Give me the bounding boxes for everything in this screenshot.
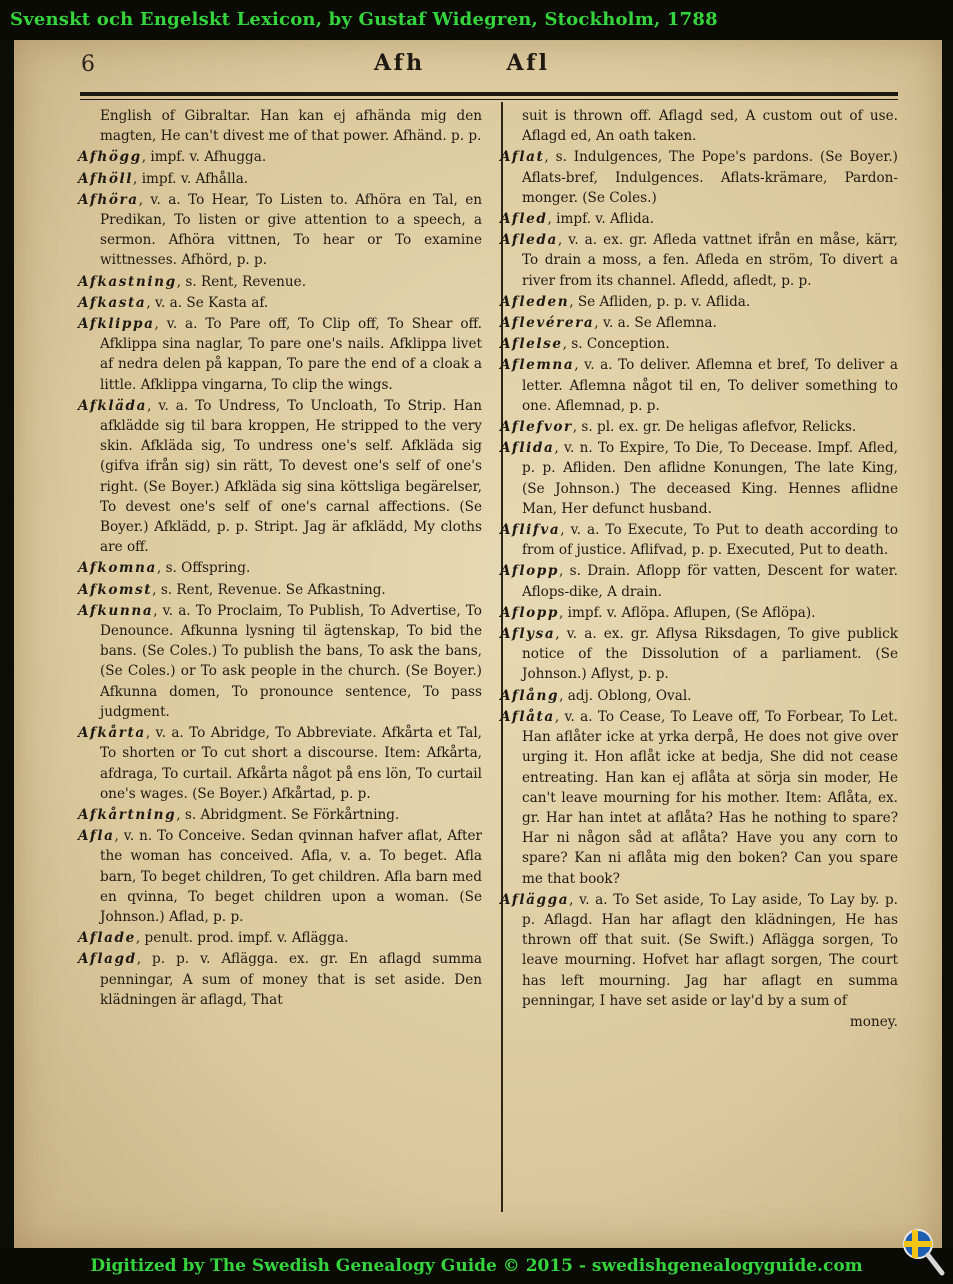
- dictionary-entry: Aflelse, s. Conception.: [500, 336, 670, 353]
- header-rule-thin: [80, 99, 898, 100]
- dictionary-entry: Afleden, Se Afliden, p. p. v. Aflida.: [500, 293, 751, 310]
- page-number: 6: [81, 52, 95, 77]
- dictionary-entry: Afhöra, v. a. To Hear, To Listen to. Afhöra en Tal, en Predikan, To listen or give attention to a speech, a sermon. Afhöra vittnen, To hear or To examine wittnesses. Afhörd, p. p.: [78, 191, 482, 269]
- headword: Afkunna: [78, 602, 154, 619]
- headword: Aflelse: [500, 336, 563, 353]
- headword: Afkårtning: [78, 806, 177, 823]
- dictionary-entry: Afkasta, v. a. Se Kasta af.: [78, 294, 269, 311]
- dictionary-entry: Afla, v. n. To Conceive. Sedan qvinnan hafver aflat, After the woman has conceived. Afla, v. a. To beget. Afla barn, To beget children, To get children. Afla barn med en qvinna, To beget children upon a woman. (Se Johnson.) Aflad, p. p.: [78, 828, 482, 925]
- dictionary-entry: Aflagd, p. p. v. Aflägga. ex. gr. En aflagd summa penningar, A sum of money that is set aside. Den klädningen är aflagd, That: [78, 951, 482, 1008]
- dictionary-entry: Aflevérera, v. a. Se Aflemna.: [500, 315, 717, 332]
- dictionary-entry: Aflång, adj. Oblong, Oval.: [500, 687, 692, 704]
- headword: Afled: [500, 211, 548, 228]
- headword: Afklippa: [78, 316, 155, 333]
- header-rule: [80, 92, 898, 96]
- dictionary-entry: Aflemna, v. a. To deliver. Aflemna et bref, To deliver a letter. Aflemna något til en, To deliver something to one. Aflemnad, p. p.: [500, 357, 898, 414]
- dictionary-entry: Afhöll, impf. v. Afhålla.: [78, 170, 249, 187]
- dictionary-entry: Afkläda, v. a. To Undress, To Uncloath, To Strip. Han afklädde sig til bara kroppen, He stripped to the very skin. Afkläda sig, To undress one's self. Afkläda sig (gifva ifrån sig) sin rätt, To devest one's self of one's right. (Se Boyer.) Afkläda sig sina köttsliga begärelser, To devest one's self of one's carnal affections. (Se Boyer.) Afklädd, p. p. Stript. Jag är afklädd, My cloths are off.: [78, 397, 482, 556]
- dictionary-entry: Aflifva, v. a. To Execute, To Put to death according to from of justice. Aflifvad, p. p. Executed, Put to death.: [500, 522, 898, 559]
- headword: Afkasta: [78, 294, 147, 311]
- running-head-left: Afh: [374, 50, 426, 76]
- headword: Afhöra: [78, 191, 139, 208]
- headword: Aflång: [500, 687, 560, 704]
- dictionary-entry: Afkunna, v. a. To Proclaim, To Publish, To Advertise, To Denounce. Afkunna lysning til ägtenskap, To bid the bans. (Se Coles.) To publish the bans, To ask the bans, (Se Coles.) or To ask people in the church. (Se Boyer.) Afkunna domen, To pronounce sentence, To pass judgment.: [78, 602, 482, 720]
- digitized-by-banner: Digitized by The Swedish Genealogy Guide © 2015 - swedishgenealogyguide.com: [0, 1248, 953, 1284]
- dictionary-entry: Afkårta, v. a. To Abridge, To Abbreviate. Afkårta et Tal, To shorten or To cut short a discourse. Item: Afkårta, afdraga, To curtail. Afkårta något på ens lön, To curtail one's wages. (Se Boyer.) Afkårtad, p. p.: [78, 725, 482, 802]
- dictionary-entry: Aflat, s. Indulgences, The Pope's pardons. (Se Boyer.) Aflats-bref, Indulgences. Aflats-krämare, Pardon-monger. (Se Coles.): [500, 149, 898, 206]
- headword: Aflysa: [500, 626, 556, 643]
- headword: Aflade: [78, 930, 136, 947]
- headword: Aflat: [500, 149, 545, 166]
- dictionary-page: [14, 40, 942, 1248]
- dictionary-entry: Afhögg, impf. v. Afhugga.: [78, 149, 267, 166]
- headword: Aflopp: [500, 604, 559, 621]
- dictionary-entry: Afleda, v. a. ex. gr. Afleda vattnet ifrån en måse, kärr, To drain a moss, a fen. Afleda en ström, To divert a river from its channel. Afledd, afledt, p. p.: [500, 232, 898, 289]
- headword: Aflåta: [500, 708, 555, 725]
- dictionary-entry: Afled, impf. v. Aflida.: [500, 211, 655, 228]
- headword: Aflefvor: [500, 419, 573, 436]
- right-column: [500, 106, 898, 1033]
- headword: Aflemna: [500, 357, 575, 374]
- entry-continuation: English of Gibraltar. Han kan ej afhända mig den magten, He can't divest me of that power. Afhänd. p. p.: [100, 108, 482, 145]
- dictionary-entry: Aflefvor, s. pl. ex. gr. De heligas aflefvor, Relicks.: [500, 419, 857, 436]
- headword: Aflida: [500, 440, 555, 457]
- left-column: [78, 106, 482, 1011]
- dictionary-entry: Aflopp, impf. v. Aflöpa. Aflupen, (Se Aflöpa).: [500, 604, 816, 621]
- headword: Aflägga: [500, 891, 570, 908]
- dictionary-entry: Afkastning, s. Rent, Revenue.: [78, 273, 307, 290]
- headword: Afkårta: [78, 725, 146, 742]
- dictionary-entry: Aflade, penult. prod. impf. v. Aflägga.: [78, 930, 349, 947]
- dictionary-entry: Aflåta, v. a. To Cease, To Leave off, To Forbear, To Let. Han aflåter icke at yrka derpå, He does not give over urging it. Hon aflåt icke at bedja, She did not cease entreating. Han kan ej aflåta at sörja sin moder, He can't leave mourning for his mother. Item: Aflåta, ex. gr. Har han intet at aflåta? Has he nothing to spare? Har ni någon såd at aflåta? Have you any corn to spare? Kan ni aflåta mig den boken? Can you spare me that book?: [500, 708, 898, 887]
- headword: Afhöll: [78, 170, 134, 187]
- dictionary-entry: Afkomst, s. Rent, Revenue. Se Afkastning.: [78, 581, 386, 598]
- swedish-flag-magnifier-icon[interactable]: [900, 1226, 946, 1278]
- running-head: [374, 50, 550, 76]
- headword: Aflifva: [500, 522, 561, 539]
- headword: Aflevérera: [500, 315, 595, 332]
- dictionary-entry: Afklippa, v. a. To Pare off, To Clip off, To Shear off. Afklippa sina naglar, To pare one's nails. Afklippa livet af nedra delen på kappan, To pare the end of a cloak a little. Afklippa vingarna, To clip the wings.: [78, 316, 482, 393]
- headword: Aflagd: [78, 951, 137, 968]
- headword: Afkomst: [78, 581, 153, 598]
- source-title-banner: Svenskt och Engelskt Lexicon, by Gustaf Widegren, Stockholm, 1788: [0, 0, 953, 40]
- dictionary-entry: Aflida, v. n. To Expire, To Die, To Decease. Impf. Afled, p. p. Afliden. Den aflidne Konungen, The late King, (Se Johnson.) The deceased King. Hennes aflidne Man, Her defunct husband.: [500, 440, 898, 517]
- entry-continuation: suit is thrown off. Aflagd sed, A custom out of use. Aflagd ed, An oath taken.: [522, 108, 898, 145]
- headword: Afleda: [500, 232, 558, 249]
- headword: Afkastning: [78, 273, 177, 290]
- headword: Afleden: [500, 293, 570, 310]
- dictionary-entry: money.: [849, 1013, 898, 1030]
- dictionary-entry: Afkårtning, s. Abridgment. Se Förkårtning.: [78, 806, 400, 823]
- headword: Afkomna: [78, 560, 157, 577]
- dictionary-entry: Aflopp, s. Drain. Aflopp för vatten, Descent for water. Aflops-dike, A drain.: [500, 563, 898, 600]
- dictionary-entry: Aflysa, v. a. ex. gr. Aflysa Riksdagen, To give publick notice of the Dissolution of a parliament. (Se Johnson.) Aflyst, p. p.: [500, 626, 898, 683]
- dictionary-entry: Afkomna, s. Offspring.: [78, 560, 251, 577]
- headword: Afhögg: [78, 149, 142, 166]
- headword: Afla: [78, 828, 115, 845]
- dictionary-entry: Aflägga, v. a. To Set aside, To Lay aside, To Lay by. p. p. Aflagd. Han har aflagt den klädningen, He has thrown off that suit. (Se Swift.) Aflägga sorgen, To leave mourning. Hofvet har aflagt sorgen, The court has left mourning. Jag har aflagt en summa penningar, I have set aside or lay'd by a sum of: [500, 891, 898, 1009]
- running-head-right: Afl: [506, 50, 551, 76]
- headword: Aflopp: [500, 563, 559, 580]
- headword: Afkläda: [78, 397, 148, 414]
